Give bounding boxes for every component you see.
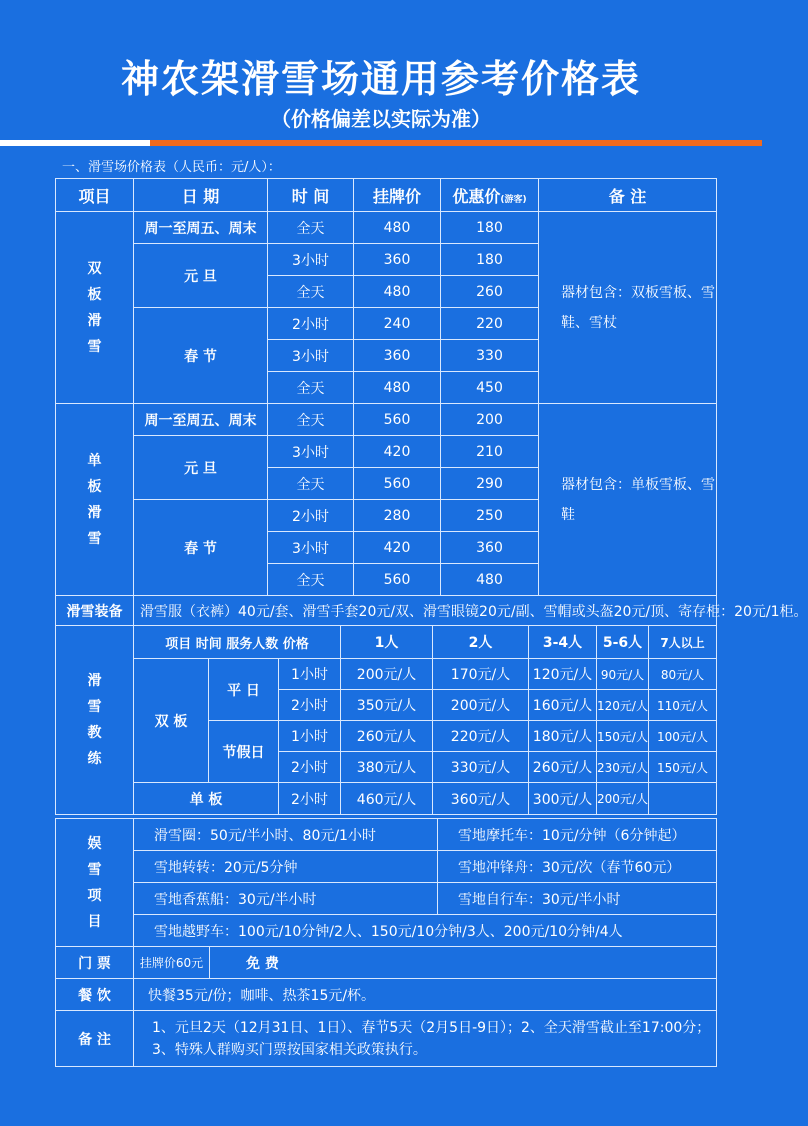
page-title: 神农架滑雪场通用参考价格表 [120,57,641,101]
single-weekday-discount: 200 [441,404,539,436]
ticket-price: 挂牌价60元 [134,947,210,979]
header-time: 时 间 [268,179,354,212]
cell: 3小时 [268,244,354,276]
cell: 560 [354,468,441,500]
cell: 2小时 [268,500,354,532]
cell: 230元/人 [597,752,649,783]
cell: 420 [354,532,441,564]
cell: 1小时 [279,659,341,690]
equipment-label: 滑雪装备 [56,596,134,626]
stripe-orange [150,140,762,146]
cell: 150元/人 [597,721,649,752]
food-text: 快餐35元/份；咖啡、热茶15元/杯。 [134,979,717,1011]
cell: 全天 [268,468,354,500]
coach-weekday-label: 平 日 [209,659,279,721]
cell: 2小时 [268,308,354,340]
cell: 100元/人 [649,721,717,752]
entertainment-item: 滑雪圈：50元/半小时、80元/1小时 [134,819,438,851]
header-date: 日 期 [134,179,268,212]
header-discount: 优惠价(游客) [441,179,539,212]
coach-header-label: 项目 时间 服务人数 价格 [134,626,341,659]
single-weekday-list: 560 [354,404,441,436]
notes-line1: 1、元旦2天（12月31日、1日）、春节5天（2月5日-9日）；2、全天滑雪截止至17:00分； [152,1019,711,1036]
cell: 350元/人 [341,690,433,721]
cell: 全天 [268,564,354,596]
cell: 380元/人 [341,752,433,783]
coach-header-p5: 5-6人 [597,626,649,659]
cell: 330 [441,340,539,372]
cell: 3小时 [268,532,354,564]
cell: 360元/人 [433,783,529,815]
cell: 170元/人 [433,659,529,690]
cell: 全天 [268,276,354,308]
coach-header-p7: 7人以上 [649,626,717,659]
cell: 220元/人 [433,721,529,752]
header-item: 项目 [56,179,134,212]
cell: 290 [441,468,539,500]
cell: 160元/人 [529,690,597,721]
cell: 180 [441,244,539,276]
cell: 450 [441,372,539,404]
cell: 260元/人 [341,721,433,752]
cell: 360 [354,340,441,372]
cell: 480 [354,372,441,404]
notes-text [134,1011,717,1067]
cell: 2小时 [279,783,341,815]
entertainment-item: 雪地越野车：100元/10分钟/2人、150元/10分钟/3人、200元/10分钟/4人 [134,915,717,947]
double-spring-date: 春 节 [134,308,268,404]
cell: 110元/人 [649,690,717,721]
notes-line2: 3、特殊人群购买门票按国家相关政策执行。 [152,1041,427,1058]
cell: 3小时 [268,340,354,372]
cell: 260元/人 [529,752,597,783]
cell: 2小时 [279,690,341,721]
cell: 330元/人 [433,752,529,783]
double-weekday-discount: 180 [441,212,539,244]
cell: 210 [441,436,539,468]
section-title: 一、滑雪场价格表（人民币：元/人）： [62,160,281,175]
single-board-label: 单板滑雪 [56,404,134,596]
single-weekday-time: 全天 [268,404,354,436]
cell: 260 [441,276,539,308]
entertainment-item: 雪地香蕉船：30元/半小时 [134,883,438,915]
cell: 150元/人 [649,752,717,783]
cell: 360 [354,244,441,276]
food-label: 餐 饮 [56,979,134,1011]
cell: 180元/人 [529,721,597,752]
cell: 300元/人 [529,783,597,815]
cell: 460元/人 [341,783,433,815]
cell: 560 [354,564,441,596]
entertainment-item: 雪地自行车：30元/半小时 [438,883,717,915]
coach-label: 滑雪教练 [56,626,134,815]
coach-holiday-label: 节假日 [209,721,279,783]
equipment-text: 滑雪服（衣裤）40元/套、滑雪手套20元/双、滑雪眼镜20元/副、雪帽或头盔20元/顶、寄存柜：20元/1柜。 [134,596,717,626]
cell: 1小时 [279,721,341,752]
entertainment-item: 雪地转转：20元/5分钟 [134,851,438,883]
cell: 250 [441,500,539,532]
cell: 360 [441,532,539,564]
header-list-price: 挂牌价 [354,179,441,212]
cell: 3小时 [268,436,354,468]
cell: 90元/人 [597,659,649,690]
double-weekday-list: 480 [354,212,441,244]
single-board-remark: 器材包含：单板雪板、雪鞋 [539,404,717,596]
header-remark: 备 注 [539,179,717,212]
double-board-remark: 器材包含：双板雪板、雪鞋、雪杖 [539,212,717,404]
cell: 480 [354,276,441,308]
coach-header-p1: 1人 [341,626,433,659]
cell: 120元/人 [529,659,597,690]
cell: 120元/人 [597,690,649,721]
entertainment-item: 雪地冲锋舟：30元/次（春节60元） [438,851,717,883]
notes-label: 备 注 [56,1011,134,1067]
entertainment-item: 雪地摩托车：10元/分钟（6分钟起） [438,819,717,851]
cell: 200元/人 [341,659,433,690]
double-weekday-time: 全天 [268,212,354,244]
double-board-label: 双板滑雪 [56,212,134,404]
coach-double-label: 双 板 [134,659,209,783]
coach-header-p3: 3-4人 [529,626,597,659]
double-newyear-date: 元 旦 [134,244,268,308]
double-weekday-date: 周一至周五、周末 [134,212,268,244]
single-weekday-date: 周一至周五、周末 [134,404,268,436]
page-subtitle: （价格偏差以实际为准） [271,107,491,131]
cell: 200元/人 [597,783,649,815]
cell: 2小时 [279,752,341,783]
ticket-label: 门 票 [56,947,134,979]
cell: 全天 [268,372,354,404]
cell [649,783,717,815]
cell: 420 [354,436,441,468]
misc-table [55,818,717,1067]
coach-header-p2: 2人 [433,626,529,659]
cell: 480 [441,564,539,596]
single-newyear-date: 元 旦 [134,436,268,500]
cell: 240 [354,308,441,340]
cell: 200元/人 [433,690,529,721]
cell: 220 [441,308,539,340]
ticket-value: 免 费 [210,947,717,979]
ski-price-table [55,178,808,626]
cell: 280 [354,500,441,532]
coach-single-label: 单 板 [134,783,279,815]
entertainment-label: 娱雪项目 [56,819,134,947]
coach-table [55,625,717,815]
cell: 80元/人 [649,659,717,690]
single-spring-date: 春 节 [134,500,268,596]
stripe-white [0,140,150,146]
